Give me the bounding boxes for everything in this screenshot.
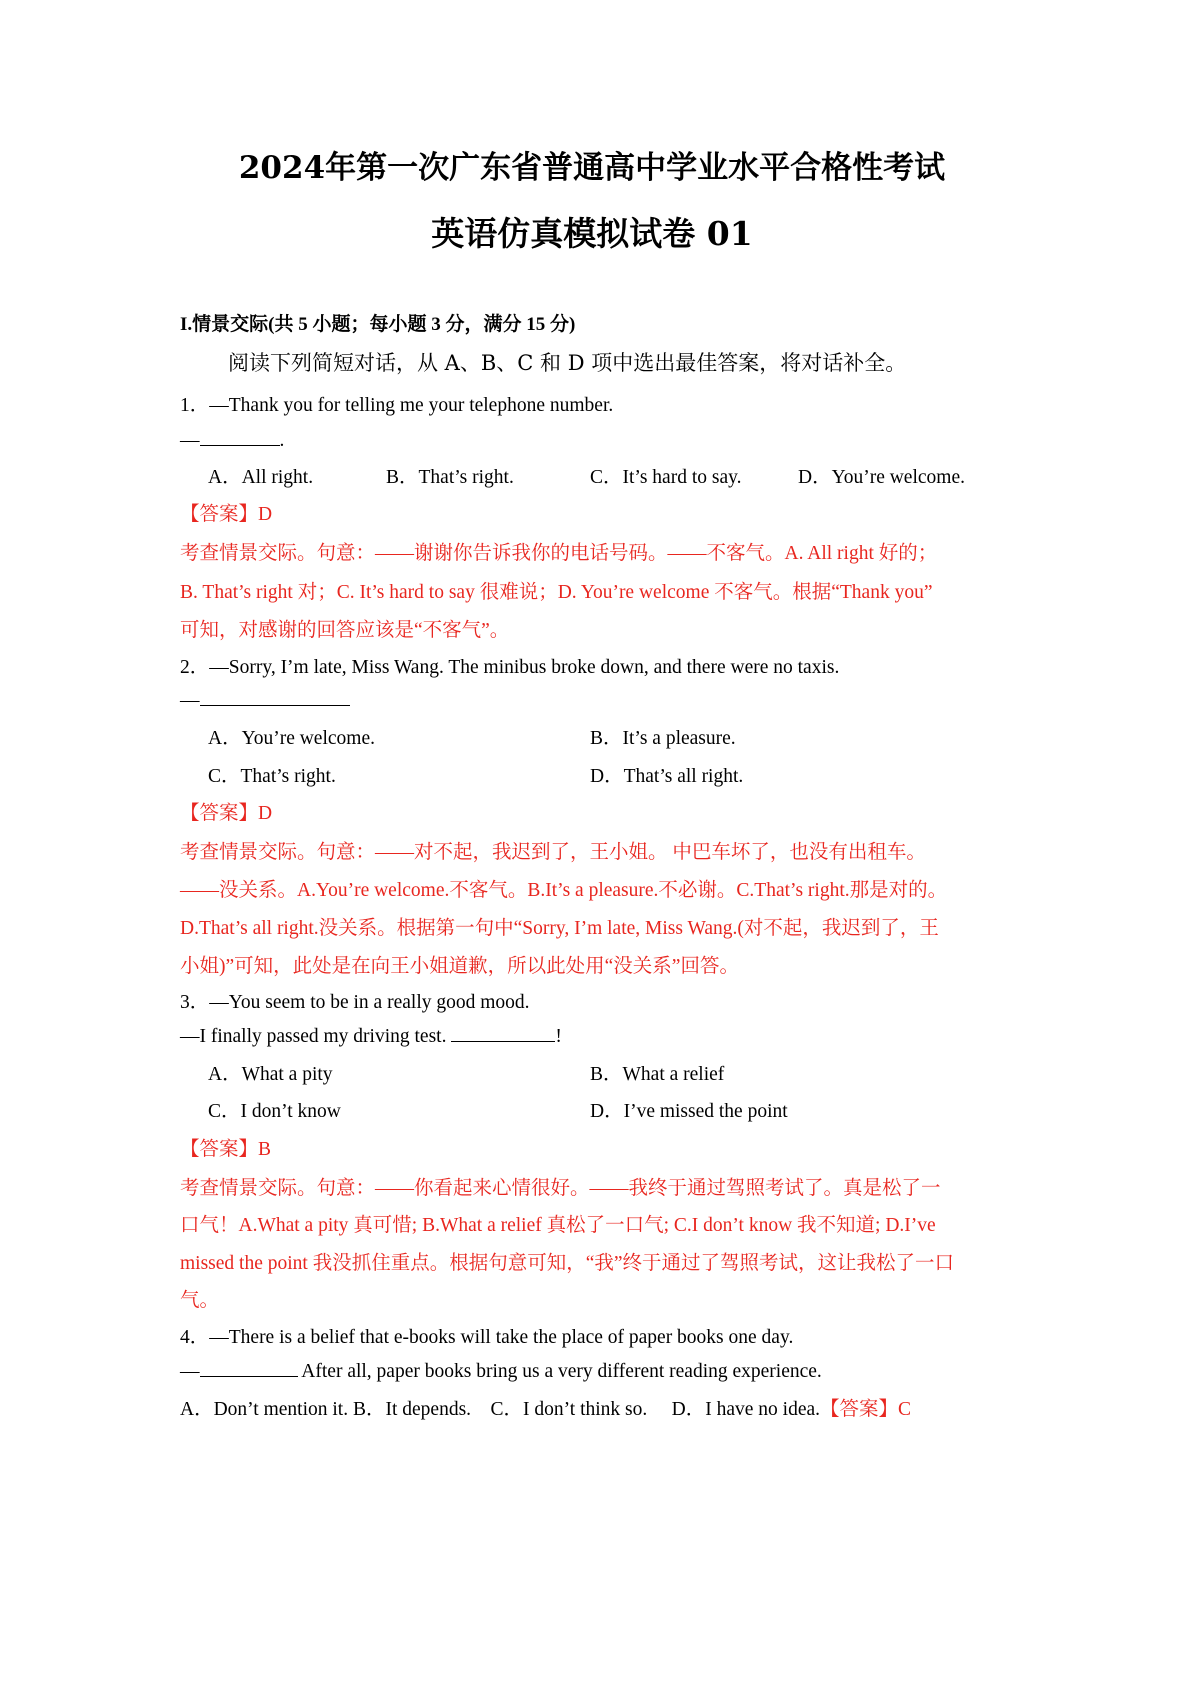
question-2-prompt: 2．—Sorry, I’m late, Miss Wang. The minibus broke down, and there were no taxis. (180, 657, 840, 678)
section-heading: I.情景交际(共 5 小题；每小题 3 分，满分 15 分) (180, 314, 576, 335)
question-3-answer: 【答案】B (180, 1139, 272, 1160)
question-3-option-b: B．What a relief (590, 1064, 725, 1085)
question-4-reply: — After all, paper books bring us a very different reading experience. (180, 1358, 822, 1383)
question-2-option-c: C．That’s right. (208, 766, 336, 787)
section-instruction: 阅读下列简短对话，从 A、B、C 和 D 项中选出最佳答案，将对话补全。 (228, 351, 907, 375)
answer-blank (200, 1358, 298, 1377)
question-3-option-a: A．What a pity (208, 1064, 333, 1085)
question-3-explanation-1: 考查情景交际。句意：——你看起来心情很好。——我终于通过驾照考试了。真是松了一 (180, 1178, 941, 1199)
question-1-reply: — . (180, 427, 284, 452)
question-1-explanation-1: 考查情景交际。句意：——谢谢你告诉我你的电话号码。——不客气。A. All right 好的； (180, 543, 938, 564)
question-2-answer: 【答案】D (180, 803, 273, 824)
question-1-option-c: C．It’s hard to say. (590, 467, 742, 488)
question-1-answer: 【答案】D (180, 504, 273, 525)
question-1-option-a: A．All right. (208, 467, 314, 488)
question-1-option-d: D．You’re welcome. (798, 467, 965, 488)
exam-subtitle: 英语仿真模拟试卷 01 (431, 214, 753, 253)
question-2-option-b: B．It’s a pleasure. (590, 728, 736, 749)
answer-blank (200, 427, 280, 446)
answer-blank (200, 687, 350, 706)
question-2-explanation-4: 小姐)”可知，此处是在向王小姐道歉，所以此处用“没关系”回答。 (180, 956, 739, 977)
question-2-explanation-2: ——没关系。A.You’re welcome.不客气。B.It’s a pleasure.不必谢。C.That’s right.那是对的。 (180, 880, 948, 901)
question-3-explanation-3: missed the point 我没抓住重点。根据句意可知，“我”终于通过了驾照考试，这让我松了一口 (180, 1253, 955, 1274)
question-1-option-b: B．That’s right. (386, 467, 514, 488)
question-1-prompt: 1．—Thank you for telling me your telephone number. (180, 395, 614, 416)
question-4-options: A．Don’t mention it. B．It depends. C．I don’t think so. D．I have no idea.【答案】C (180, 1399, 912, 1420)
exam-title: 2024年第一次广东省普通高中学业水平合格性考试 (238, 150, 946, 186)
question-2-reply: — (180, 687, 350, 712)
question-2-explanation-1: 考查情景交际。句意：——对不起，我迟到了，王小姐。 中巴车坏了，也没有出租车。 (180, 842, 926, 863)
question-2-option-a: A．You’re welcome. (208, 728, 375, 749)
question-1-explanation-2: B. That’s right 对；C. It’s hard to say 很难说；D. You’re welcome 不客气。根据“Thank you” (180, 582, 933, 603)
question-4-prompt: 4．—There is a belief that e-books will take the place of paper books one day. (180, 1327, 794, 1348)
question-3-option-d: D．I’ve missed the point (590, 1101, 788, 1122)
question-3-option-c: C．I don’t know (208, 1101, 341, 1122)
question-1-explanation-3: 可知，对感谢的回答应该是“不客气”。 (180, 620, 510, 641)
question-4-answer: 【答案】C (820, 1399, 912, 1420)
question-2-option-d: D．That’s all right. (590, 766, 744, 787)
question-2-explanation-3: D.That’s all right.没关系。根据第一句中“Sorry, I’m late, Miss Wang.(对不起，我迟到了，王 (180, 918, 939, 939)
question-3-explanation-4: 气。 (180, 1290, 220, 1311)
answer-blank (451, 1023, 555, 1042)
question-3-reply: —I finally passed my driving test. ! (180, 1023, 562, 1048)
question-3-prompt: 3．—You seem to be in a really good mood. (180, 992, 530, 1013)
question-3-explanation-2: 口气！A.What a pity 真可惜; B.What a relief 真松了一口气; C.I don’t know 我不知道; D.I’ve (180, 1215, 936, 1236)
